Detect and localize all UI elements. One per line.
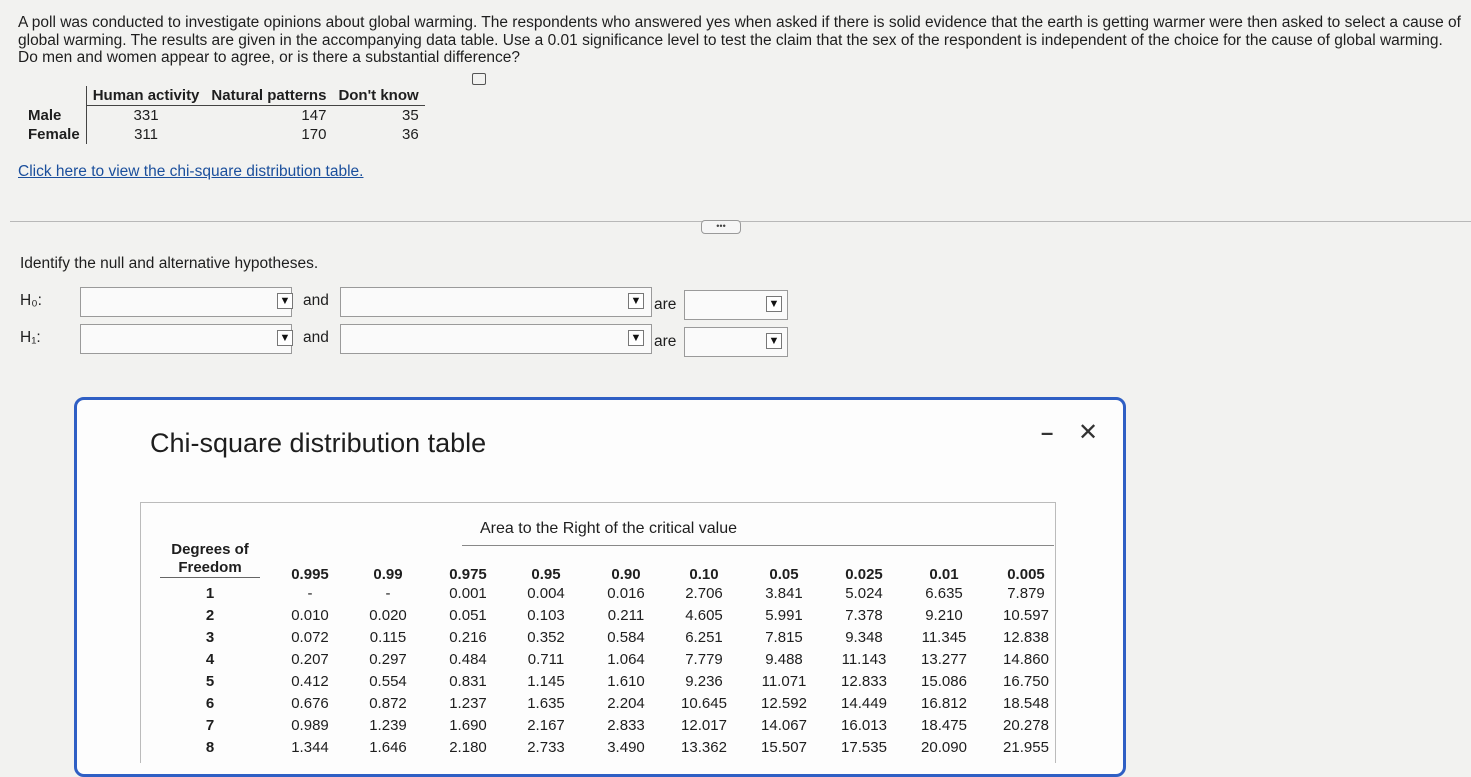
critical-value-cell: 15.507 — [761, 739, 807, 756]
critical-value-cell: 1.690 — [449, 717, 487, 734]
dropdown-arrow-icon[interactable]: ▼ — [766, 333, 782, 349]
dof-header-line1: Degrees of — [171, 541, 249, 558]
critical-value-cell: 5.024 — [845, 585, 883, 602]
dof-header-line2: Freedom — [178, 559, 242, 576]
h0-select-2[interactable] — [340, 287, 652, 317]
critical-value-cell: 0.711 — [527, 651, 565, 668]
table-cell: 311 — [134, 126, 159, 143]
critical-value-cell: 18.475 — [921, 717, 967, 734]
critical-value-cell: 9.210 — [925, 607, 963, 624]
table-cell: 36 — [401, 126, 419, 143]
table-cell: 35 — [401, 107, 419, 124]
h0-select-1[interactable] — [80, 287, 292, 317]
h1-select-2[interactable] — [340, 324, 652, 354]
critical-value-cell: 21.955 — [1003, 739, 1049, 756]
critical-value-cell: 9.348 — [845, 629, 883, 646]
critical-value-cell: 0.484 — [449, 651, 487, 668]
table-row — [22, 125, 425, 144]
dof-value: 4 — [205, 651, 215, 668]
alpha-header: 0.10 — [689, 566, 719, 583]
dropdown-arrow-icon[interactable]: ▼ — [277, 293, 293, 309]
critical-value-cell: 20.278 — [1003, 717, 1049, 734]
critical-value-cell: 0.016 — [607, 585, 645, 602]
critical-value-cell: 16.750 — [1003, 673, 1049, 690]
data-table — [22, 86, 425, 144]
critical-value-cell: 0.001 — [449, 585, 487, 602]
critical-value-cell: 7.815 — [765, 629, 803, 646]
dialog-title: Chi-square distribution table — [150, 428, 487, 458]
critical-value-cell: 12.838 — [1003, 629, 1049, 646]
critical-value-cell: 2.833 — [607, 717, 645, 734]
critical-value-cell: 2.706 — [685, 585, 723, 602]
critical-value-cell: 1.344 — [291, 739, 329, 756]
dropdown-arrow-icon[interactable]: ▼ — [766, 296, 782, 312]
alpha-header: 0.005 — [1007, 566, 1045, 583]
critical-value-cell: 9.236 — [685, 673, 723, 690]
alpha-header: 0.90 — [611, 566, 641, 583]
dropdown-arrow-icon[interactable]: ▼ — [628, 330, 644, 346]
critical-value-cell: 5.991 — [765, 607, 803, 624]
critical-value-cell: 0.010 — [291, 607, 329, 624]
dropdown-arrow-icon[interactable]: ▼ — [628, 293, 644, 309]
critical-value-cell: 1.635 — [527, 695, 565, 712]
row-label-male: Male — [22, 106, 86, 126]
critical-value-cell: 13.362 — [681, 739, 727, 756]
critical-value-cell: 0.211 — [607, 607, 645, 624]
critical-value-cell: 11.143 — [841, 651, 887, 668]
critical-value-cell: 20.090 — [921, 739, 967, 756]
dof-value: 5 — [205, 673, 215, 690]
dof-value: 7 — [205, 717, 215, 734]
alpha-header: 0.995 — [291, 566, 329, 583]
caption-rule — [462, 545, 1054, 546]
dof-value: 2 — [205, 607, 215, 624]
critical-value-cell: 0.352 — [527, 629, 565, 646]
critical-value-cell: - — [385, 585, 391, 602]
critical-value-cell: 0.216 — [449, 629, 487, 646]
are-label: are — [654, 296, 677, 313]
alpha-header: 0.975 — [449, 566, 487, 583]
critical-value-cell: 15.086 — [921, 673, 967, 690]
critical-value-cell: 14.449 — [841, 695, 887, 712]
critical-value-cell: 0.872 — [369, 695, 407, 712]
alpha-header: 0.025 — [845, 566, 883, 583]
critical-value-cell: 10.645 — [681, 695, 727, 712]
critical-value-cell: 12.833 — [841, 673, 887, 690]
critical-value-cell: - — [307, 585, 313, 602]
critical-value-cell: 11.071 — [761, 673, 807, 690]
dropdown-arrow-icon[interactable]: ▼ — [277, 330, 293, 346]
critical-value-cell: 6.251 — [685, 629, 723, 646]
critical-value-cell: 0.412 — [291, 673, 329, 690]
critical-value-cell: 0.831 — [449, 673, 487, 690]
more-button[interactable]: ••• — [701, 220, 741, 234]
and-label: and — [303, 292, 329, 309]
critical-value-cell: 0.051 — [449, 607, 487, 624]
critical-value-cell: 0.207 — [291, 651, 329, 668]
and-label: and — [303, 329, 329, 346]
critical-value-cell: 0.004 — [527, 585, 565, 602]
critical-value-cell: 7.779 — [685, 651, 723, 668]
col-header-natural-patterns: Natural patterns — [205, 86, 332, 106]
critical-value-cell: 0.989 — [291, 717, 329, 734]
table-cell: 331 — [133, 107, 159, 124]
alpha-header: 0.95 — [531, 566, 561, 583]
critical-value-cell: 12.592 — [761, 695, 807, 712]
critical-value-cell: 2.733 — [527, 739, 565, 756]
critical-value-cell: 1.237 — [449, 695, 487, 712]
critical-value-cell: 14.860 — [1003, 651, 1049, 668]
critical-value-cell: 3.490 — [607, 739, 645, 756]
problem-statement: A poll was conducted to investigate opinions about global warming. The respondents who answered yes when asked if there is solid evidence that the earth is getting warmer were then asked to select a cause of global warming. The results are given in the accompanying data table. Use a 0.01 significance level to test the claim that the sex of the respondent is independent of the choice for the cause of global warming. Do men and women appear to agree, or is there a substantial difference? — [18, 14, 1461, 66]
col-header-human-activity: Human activity — [86, 86, 205, 106]
h0-label: H₀: — [20, 292, 42, 309]
critical-value-cell: 12.017 — [681, 717, 727, 734]
dof-value: 6 — [205, 695, 215, 712]
critical-value-cell: 18.548 — [1003, 695, 1049, 712]
critical-value-cell: 1.064 — [607, 651, 645, 668]
critical-value-cell: 13.277 — [921, 651, 967, 668]
critical-value-cell: 2.180 — [449, 739, 487, 756]
table-cell: 147 — [301, 107, 327, 124]
critical-value-cell: 1.145 — [527, 673, 565, 690]
critical-value-cell: 10.597 — [1003, 607, 1049, 624]
row-label-female: Female — [22, 125, 86, 144]
table-row — [22, 106, 425, 126]
are-label: are — [654, 333, 677, 350]
minimize-button[interactable]: – — [1041, 420, 1054, 445]
copy-icon[interactable] — [472, 73, 486, 85]
critical-value-cell: 1.610 — [607, 673, 645, 690]
dof-value: 3 — [205, 629, 215, 646]
critical-value-cell: 1.239 — [369, 717, 407, 734]
critical-value-cell: 16.013 — [841, 717, 887, 734]
close-button[interactable]: ✕ — [1078, 419, 1099, 446]
critical-value-cell: 7.378 — [845, 607, 883, 624]
critical-value-cell: 11.345 — [921, 629, 967, 646]
critical-value-cell: 0.072 — [291, 629, 329, 646]
area-caption: Area to the Right of the critical value — [480, 520, 738, 537]
critical-value-cell: 0.554 — [369, 673, 407, 690]
critical-value-cell: 0.115 — [369, 629, 407, 646]
critical-value-cell: 7.879 — [1007, 585, 1045, 602]
critical-value-cell: 0.676 — [291, 695, 329, 712]
critical-value-cell: 4.605 — [685, 607, 723, 624]
alpha-header: 0.99 — [373, 566, 403, 583]
dof-value: 1 — [205, 585, 215, 602]
table-cell: 170 — [301, 126, 327, 143]
critical-value-cell: 2.167 — [527, 717, 565, 734]
critical-value-cell: 6.635 — [925, 585, 963, 602]
alpha-header: 0.05 — [769, 566, 799, 583]
critical-value-cell: 9.488 — [765, 651, 803, 668]
critical-value-cell: 2.204 — [607, 695, 645, 712]
critical-value-cell: 0.297 — [369, 651, 407, 668]
critical-value-cell: 0.020 — [369, 607, 407, 624]
h1-select-1[interactable] — [80, 324, 292, 354]
critical-value-cell: 3.841 — [765, 585, 803, 602]
col-header-dont-know: Don't know — [332, 86, 424, 106]
critical-value-cell: 17.535 — [841, 739, 887, 756]
dof-value: 8 — [205, 739, 215, 756]
critical-value-cell: 14.067 — [761, 717, 807, 734]
chi-square-table-link[interactable]: Click here to view the chi-square distribution table. — [18, 163, 364, 180]
hypotheses-prompt: Identify the null and alternative hypotheses. — [20, 255, 319, 272]
critical-value-cell: 0.584 — [607, 629, 645, 646]
critical-value-cell: 16.812 — [921, 695, 967, 712]
alpha-header: 0.01 — [929, 566, 959, 583]
critical-value-cell: 0.103 — [527, 607, 565, 624]
h1-label: H₁: — [20, 329, 41, 346]
dof-header — [160, 541, 260, 578]
critical-value-cell: 1.646 — [369, 739, 407, 756]
